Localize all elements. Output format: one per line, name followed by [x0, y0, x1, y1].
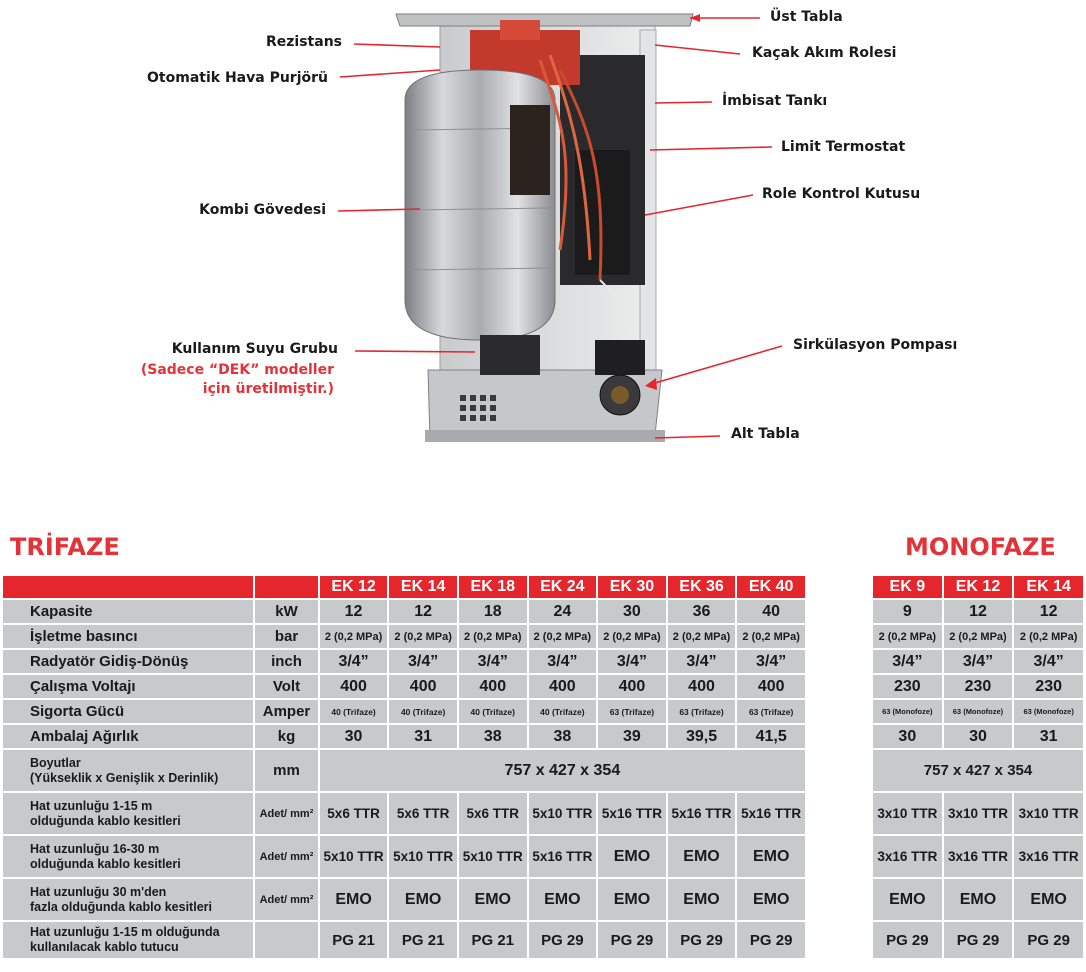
table-cell: EMO — [668, 879, 736, 920]
table-cell: 2 (0,2 MPa) — [389, 625, 457, 648]
table-cell: 5x16 TTR — [668, 793, 736, 834]
dek-note — [141, 361, 334, 399]
row-kablo1 — [3, 793, 805, 834]
table-cell: 2 (0,2 MPa) — [944, 625, 1013, 648]
row-boyut — [3, 750, 805, 791]
table-cell: 5x10 TTR — [459, 836, 527, 877]
table-cell: 40 — [737, 600, 805, 623]
table-cell: 3/4” — [459, 650, 527, 673]
model-header: EK 24 — [529, 576, 597, 598]
table-cell: 36 — [668, 600, 736, 623]
row-unit: kW — [255, 600, 318, 623]
label-role-kontrol: Role Kontrol Kutusu — [762, 186, 921, 202]
table-cell: 40 (Trifaze) — [389, 700, 457, 723]
row-kablo3 — [3, 879, 805, 920]
row-boyut — [873, 750, 1083, 791]
table-cell: 63 (Trifaze) — [737, 700, 805, 723]
monofaze-title: MONOFAZE — [905, 533, 1056, 561]
table-cell: PG 29 — [529, 922, 597, 958]
model-header: EK 14 — [1014, 576, 1083, 598]
table-cell: 400 — [668, 675, 736, 698]
table-cell: PG 29 — [873, 922, 942, 958]
table-cell: PG 29 — [598, 922, 666, 958]
table-cell: PG 29 — [737, 922, 805, 958]
label-imbisat: İmbisat Tankı — [722, 93, 828, 109]
dek-note-line2: için üretilmiştir.) — [202, 381, 334, 397]
row-radyator — [873, 650, 1083, 673]
model-header: EK 9 — [873, 576, 942, 598]
monofaze-header-row — [873, 576, 1083, 598]
row-kapasite — [873, 600, 1083, 623]
table-cell: 5x10 TTR — [389, 836, 457, 877]
table-cell: 63 (Trifaze) — [598, 700, 666, 723]
table-cell: PG 21 — [320, 922, 388, 958]
trifaze-title: TRİFAZE — [10, 533, 120, 561]
model-header: EK 40 — [737, 576, 805, 598]
table-cell: 400 — [598, 675, 666, 698]
table-cell: 3/4” — [389, 650, 457, 673]
row-label: Çalışma Voltajı — [3, 675, 253, 698]
row-unit: Volt — [255, 675, 318, 698]
table-cell: EMO — [598, 836, 666, 877]
table-cell: 2 (0,2 MPa) — [668, 625, 736, 648]
table-cell: PG 29 — [944, 922, 1013, 958]
label-rezistans: Rezistans — [266, 34, 342, 50]
table-cell: 400 — [389, 675, 457, 698]
table-cell: 2 (0,2 MPa) — [598, 625, 666, 648]
table-cell: 63 (Trifaze) — [668, 700, 736, 723]
row-label-line2: olduğunda kablo kesitleri — [30, 813, 181, 828]
table-cell: 3/4” — [873, 650, 942, 673]
table-cell: 3/4” — [668, 650, 736, 673]
table-cell: 40 (Trifaze) — [529, 700, 597, 723]
table-cell: 757 x 427 x 354 — [320, 750, 805, 791]
table-cell: 2 (0,2 MPa) — [459, 625, 527, 648]
table-cell: 30 — [873, 725, 942, 748]
table-cell: 24 — [529, 600, 597, 623]
table-cell: 3x16 TTR — [1014, 836, 1083, 877]
table-cell: EMO — [459, 879, 527, 920]
table-cell: 400 — [737, 675, 805, 698]
table-cell: 3/4” — [598, 650, 666, 673]
table-cell: EMO — [1014, 879, 1083, 920]
table-cell: PG 21 — [389, 922, 457, 958]
table-cell: 3x16 TTR — [944, 836, 1013, 877]
row-agirlik — [3, 725, 805, 748]
table-cell: 5x6 TTR — [459, 793, 527, 834]
table-cell: EMO — [737, 879, 805, 920]
row-label-line1: Hat uzunluğu 16-30 m — [30, 841, 160, 856]
table-cell: 30 — [944, 725, 1013, 748]
table-cell: 5x16 TTR — [529, 836, 597, 877]
label-kacak-akim: Kaçak Akım Rolesi — [752, 45, 897, 61]
table-cell: 40 (Trifaze) — [320, 700, 388, 723]
table-cell: EMO — [598, 879, 666, 920]
table-cell: EMO — [944, 879, 1013, 920]
monofaze-table — [871, 574, 1085, 960]
table-cell: EMO — [389, 879, 457, 920]
table-cell: EMO — [668, 836, 736, 877]
table-cell: 12 — [1014, 600, 1083, 623]
table-cell: 230 — [1014, 675, 1083, 698]
row-unit: Adet/ mm² — [255, 879, 318, 920]
row-voltaj — [3, 675, 805, 698]
row-unit: Adet/ mm² — [255, 836, 318, 877]
table-cell: 39,5 — [668, 725, 736, 748]
table-cell: PG 29 — [668, 922, 736, 958]
header-blank-unit — [255, 576, 318, 598]
row-voltaj — [873, 675, 1083, 698]
label-hava-purjoru: Otomatik Hava Purjörü — [147, 70, 328, 86]
table-cell: 3/4” — [320, 650, 388, 673]
row-label — [3, 793, 253, 834]
trifaze-table — [1, 574, 807, 960]
table-cell: EMO — [737, 836, 805, 877]
table-cell: 12 — [944, 600, 1013, 623]
table-cell: 5x10 TTR — [529, 793, 597, 834]
table-cell: 18 — [459, 600, 527, 623]
model-header: EK 36 — [668, 576, 736, 598]
table-cell: 3x16 TTR — [873, 836, 942, 877]
row-label-line2: (Yükseklik x Genişlik x Derinlik) — [30, 770, 219, 785]
row-label-line2: kullanılacak kablo tutucu — [30, 940, 179, 954]
row-unit: kg — [255, 725, 318, 748]
row-kablo3 — [873, 879, 1083, 920]
row-label: Sigorta Gücü — [3, 700, 253, 723]
row-label-line1: Hat uzunluğu 1-15 m — [30, 798, 153, 813]
table-cell: 12 — [320, 600, 388, 623]
table-cell: 3x10 TTR — [944, 793, 1013, 834]
table-cell: 30 — [320, 725, 388, 748]
row-label — [3, 922, 253, 958]
row-label-line2: olduğunda kablo kesitleri — [30, 856, 181, 871]
table-cell: 5x10 TTR — [320, 836, 388, 877]
row-label-line1: Hat uzunluğu 30 m'den — [30, 884, 167, 899]
table-cell: 38 — [529, 725, 597, 748]
table-cell: 5x6 TTR — [389, 793, 457, 834]
table-cell: 400 — [459, 675, 527, 698]
row-tutucu — [873, 922, 1083, 958]
table-cell: 30 — [598, 600, 666, 623]
table-cell: 230 — [873, 675, 942, 698]
row-label — [3, 879, 253, 920]
label-kombi-govdesi: Kombi Gövedesi — [199, 202, 326, 218]
table-cell: 400 — [320, 675, 388, 698]
row-kapasite — [3, 600, 805, 623]
model-header: EK 18 — [459, 576, 527, 598]
table-cell: 757 x 427 x 354 — [873, 750, 1083, 791]
table-cell: PG 29 — [1014, 922, 1083, 958]
row-unit — [255, 922, 318, 958]
row-label: Kapasite — [3, 600, 253, 623]
row-unit: mm — [255, 750, 318, 791]
model-header: EK 30 — [598, 576, 666, 598]
row-kablo1 — [873, 793, 1083, 834]
table-cell: 63 (Monofoze) — [873, 700, 942, 723]
row-agirlik — [873, 725, 1083, 748]
row-unit: bar — [255, 625, 318, 648]
table-cell: 31 — [1014, 725, 1083, 748]
label-alt-tabla: Alt Tabla — [731, 426, 800, 442]
row-unit: inch — [255, 650, 318, 673]
row-label-line2: fazla olduğunda kablo kesitleri — [30, 899, 212, 914]
table-cell: 3/4” — [944, 650, 1013, 673]
model-header: EK 12 — [944, 576, 1013, 598]
table-cell: 38 — [459, 725, 527, 748]
table-cell: 2 (0,2 MPa) — [873, 625, 942, 648]
table-cell: 40 (Trifaze) — [459, 700, 527, 723]
table-cell: 2 (0,2 MPa) — [320, 625, 388, 648]
row-label: Radyatör Gidiş-Dönüş — [3, 650, 253, 673]
row-label — [3, 750, 253, 791]
trifaze-header-row — [3, 576, 805, 598]
table-cell: 39 — [598, 725, 666, 748]
table-cell: 3x10 TTR — [1014, 793, 1083, 834]
table-cell: 12 — [389, 600, 457, 623]
row-basinc — [3, 625, 805, 648]
table-cell: 400 — [529, 675, 597, 698]
table-cell: 41,5 — [737, 725, 805, 748]
row-unit: Adet/ mm² — [255, 793, 318, 834]
table-cell: 5x16 TTR — [737, 793, 805, 834]
table-cell: EMO — [529, 879, 597, 920]
row-label — [3, 836, 253, 877]
row-radyator — [3, 650, 805, 673]
table-cell: 3/4” — [1014, 650, 1083, 673]
row-basinc — [873, 625, 1083, 648]
dek-note-line1: (Sadece “DEK” modeller — [140, 362, 334, 378]
table-cell: 63 (Monofoze) — [944, 700, 1013, 723]
row-tutucu — [3, 922, 805, 958]
table-cell: EMO — [873, 879, 942, 920]
row-kablo2 — [3, 836, 805, 877]
table-cell: 2 (0,2 MPa) — [737, 625, 805, 648]
table-cell: 2 (0,2 MPa) — [529, 625, 597, 648]
table-cell: 230 — [944, 675, 1013, 698]
table-cell: 3x10 TTR — [873, 793, 942, 834]
model-header: EK 12 — [320, 576, 388, 598]
table-cell: EMO — [320, 879, 388, 920]
label-sirkulasyon: Sirkülasyon Pompası — [793, 337, 958, 353]
label-limit-termostat: Limit Termostat — [781, 139, 906, 155]
table-cell: PG 21 — [459, 922, 527, 958]
table-cell: 9 — [873, 600, 942, 623]
table-cell: 5x16 TTR — [598, 793, 666, 834]
row-label: İşletme basıncı — [3, 625, 253, 648]
table-cell: 31 — [389, 725, 457, 748]
table-cell: 2 (0,2 MPa) — [1014, 625, 1083, 648]
row-kablo2 — [873, 836, 1083, 877]
label-kullanim-suyu: Kullanım Suyu Grubu — [171, 341, 338, 357]
row-label: Ambalaj Ağırlık — [3, 725, 253, 748]
boiler-diagram — [0, 0, 1086, 470]
table-cell: 5x6 TTR — [320, 793, 388, 834]
table-cell: 63 (Monofoze) — [1014, 700, 1083, 723]
model-header: EK 14 — [389, 576, 457, 598]
row-label-line1: Boyutlar — [30, 755, 81, 770]
label-ust-tabla: Üst Tabla — [770, 9, 843, 25]
row-label-line1: Hat uzunluğu 1-15 m olduğunda — [30, 925, 220, 939]
row-sigorta — [3, 700, 805, 723]
header-blank — [3, 576, 253, 598]
table-cell: 3/4” — [737, 650, 805, 673]
row-sigorta — [873, 700, 1083, 723]
table-cell: 3/4” — [529, 650, 597, 673]
row-unit: Amper — [255, 700, 318, 723]
